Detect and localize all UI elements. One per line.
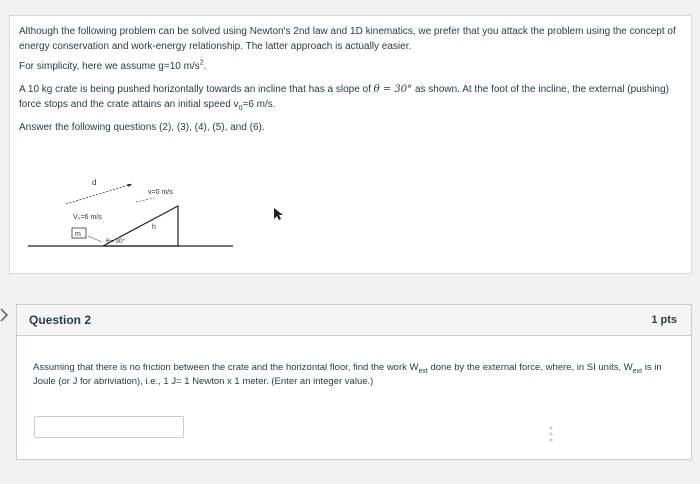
collapse-arrow-icon[interactable]	[0, 308, 10, 322]
v-final-label: v=0 m/s	[148, 189, 173, 196]
question-prompt	[33, 361, 673, 389]
angle-label: θ= 30°	[106, 238, 126, 245]
wext-subscript-1: ext	[418, 367, 428, 375]
question-card	[16, 304, 692, 460]
gravity-text: For simplicity, here we assume g=10 m/s	[19, 61, 200, 72]
prompt-text-b: done by the external force, where, in SI units, W	[430, 362, 633, 373]
incline-diagram	[28, 176, 238, 256]
problem-text-c: =6 m/s.	[242, 99, 276, 110]
gravity-exponent: 2	[199, 59, 204, 67]
mass-label: m	[75, 231, 81, 238]
problem-text-a: A 10 kg crate is being pushed horizontally towards an incline that has a slope of	[19, 84, 371, 95]
mouse-cursor-icon	[272, 206, 284, 222]
problem-text-b: as shown. At the foot of the incline, the external (pushing) force stops and the crate attains an initial speed v	[19, 84, 669, 110]
question-title: Question 2	[29, 313, 92, 327]
intro-paragraph-problem	[19, 82, 689, 112]
v0-subscript: 0	[238, 105, 243, 112]
grip-icon	[548, 425, 554, 443]
d-label: d	[92, 178, 97, 187]
angle-pointer	[88, 236, 102, 242]
intro-paragraph-approach: Although the following problem can be solved using Newton's 2nd law and 1D kinematics, we prefer that you attack the problem using the concept of energy conservation and work-energy relationship. The latter approach is actually easier.	[19, 26, 676, 52]
prompt-text-c: is in Joule (or J for abriviation), i.e., 1 J= 1 Newton x 1 meter. (Enter an integer value.)	[33, 362, 662, 387]
question-header	[17, 305, 691, 336]
top-dash	[136, 198, 154, 202]
wext-subscript-2: ext	[632, 367, 643, 375]
intro-paragraph-gravity	[19, 59, 689, 74]
h-label: h	[152, 224, 156, 231]
problem-intro-text	[19, 24, 689, 135]
problem-intro-panel	[9, 15, 692, 274]
answer-input[interactable]	[34, 416, 184, 438]
theta-value: θ = 30°	[373, 84, 413, 95]
prompt-text-a: Assuming that there is no friction between the crate and the horizontal floor, find the work W	[33, 362, 419, 373]
v0-label: V₀=6 m/s	[73, 214, 102, 221]
intro-paragraph-instructions: Answer the following questions (2), (3), (4), (5), and (6).	[19, 122, 265, 133]
gravity-suffix: .	[203, 61, 207, 72]
distance-arrow	[66, 184, 132, 204]
question-points: 1 pts	[651, 314, 677, 326]
